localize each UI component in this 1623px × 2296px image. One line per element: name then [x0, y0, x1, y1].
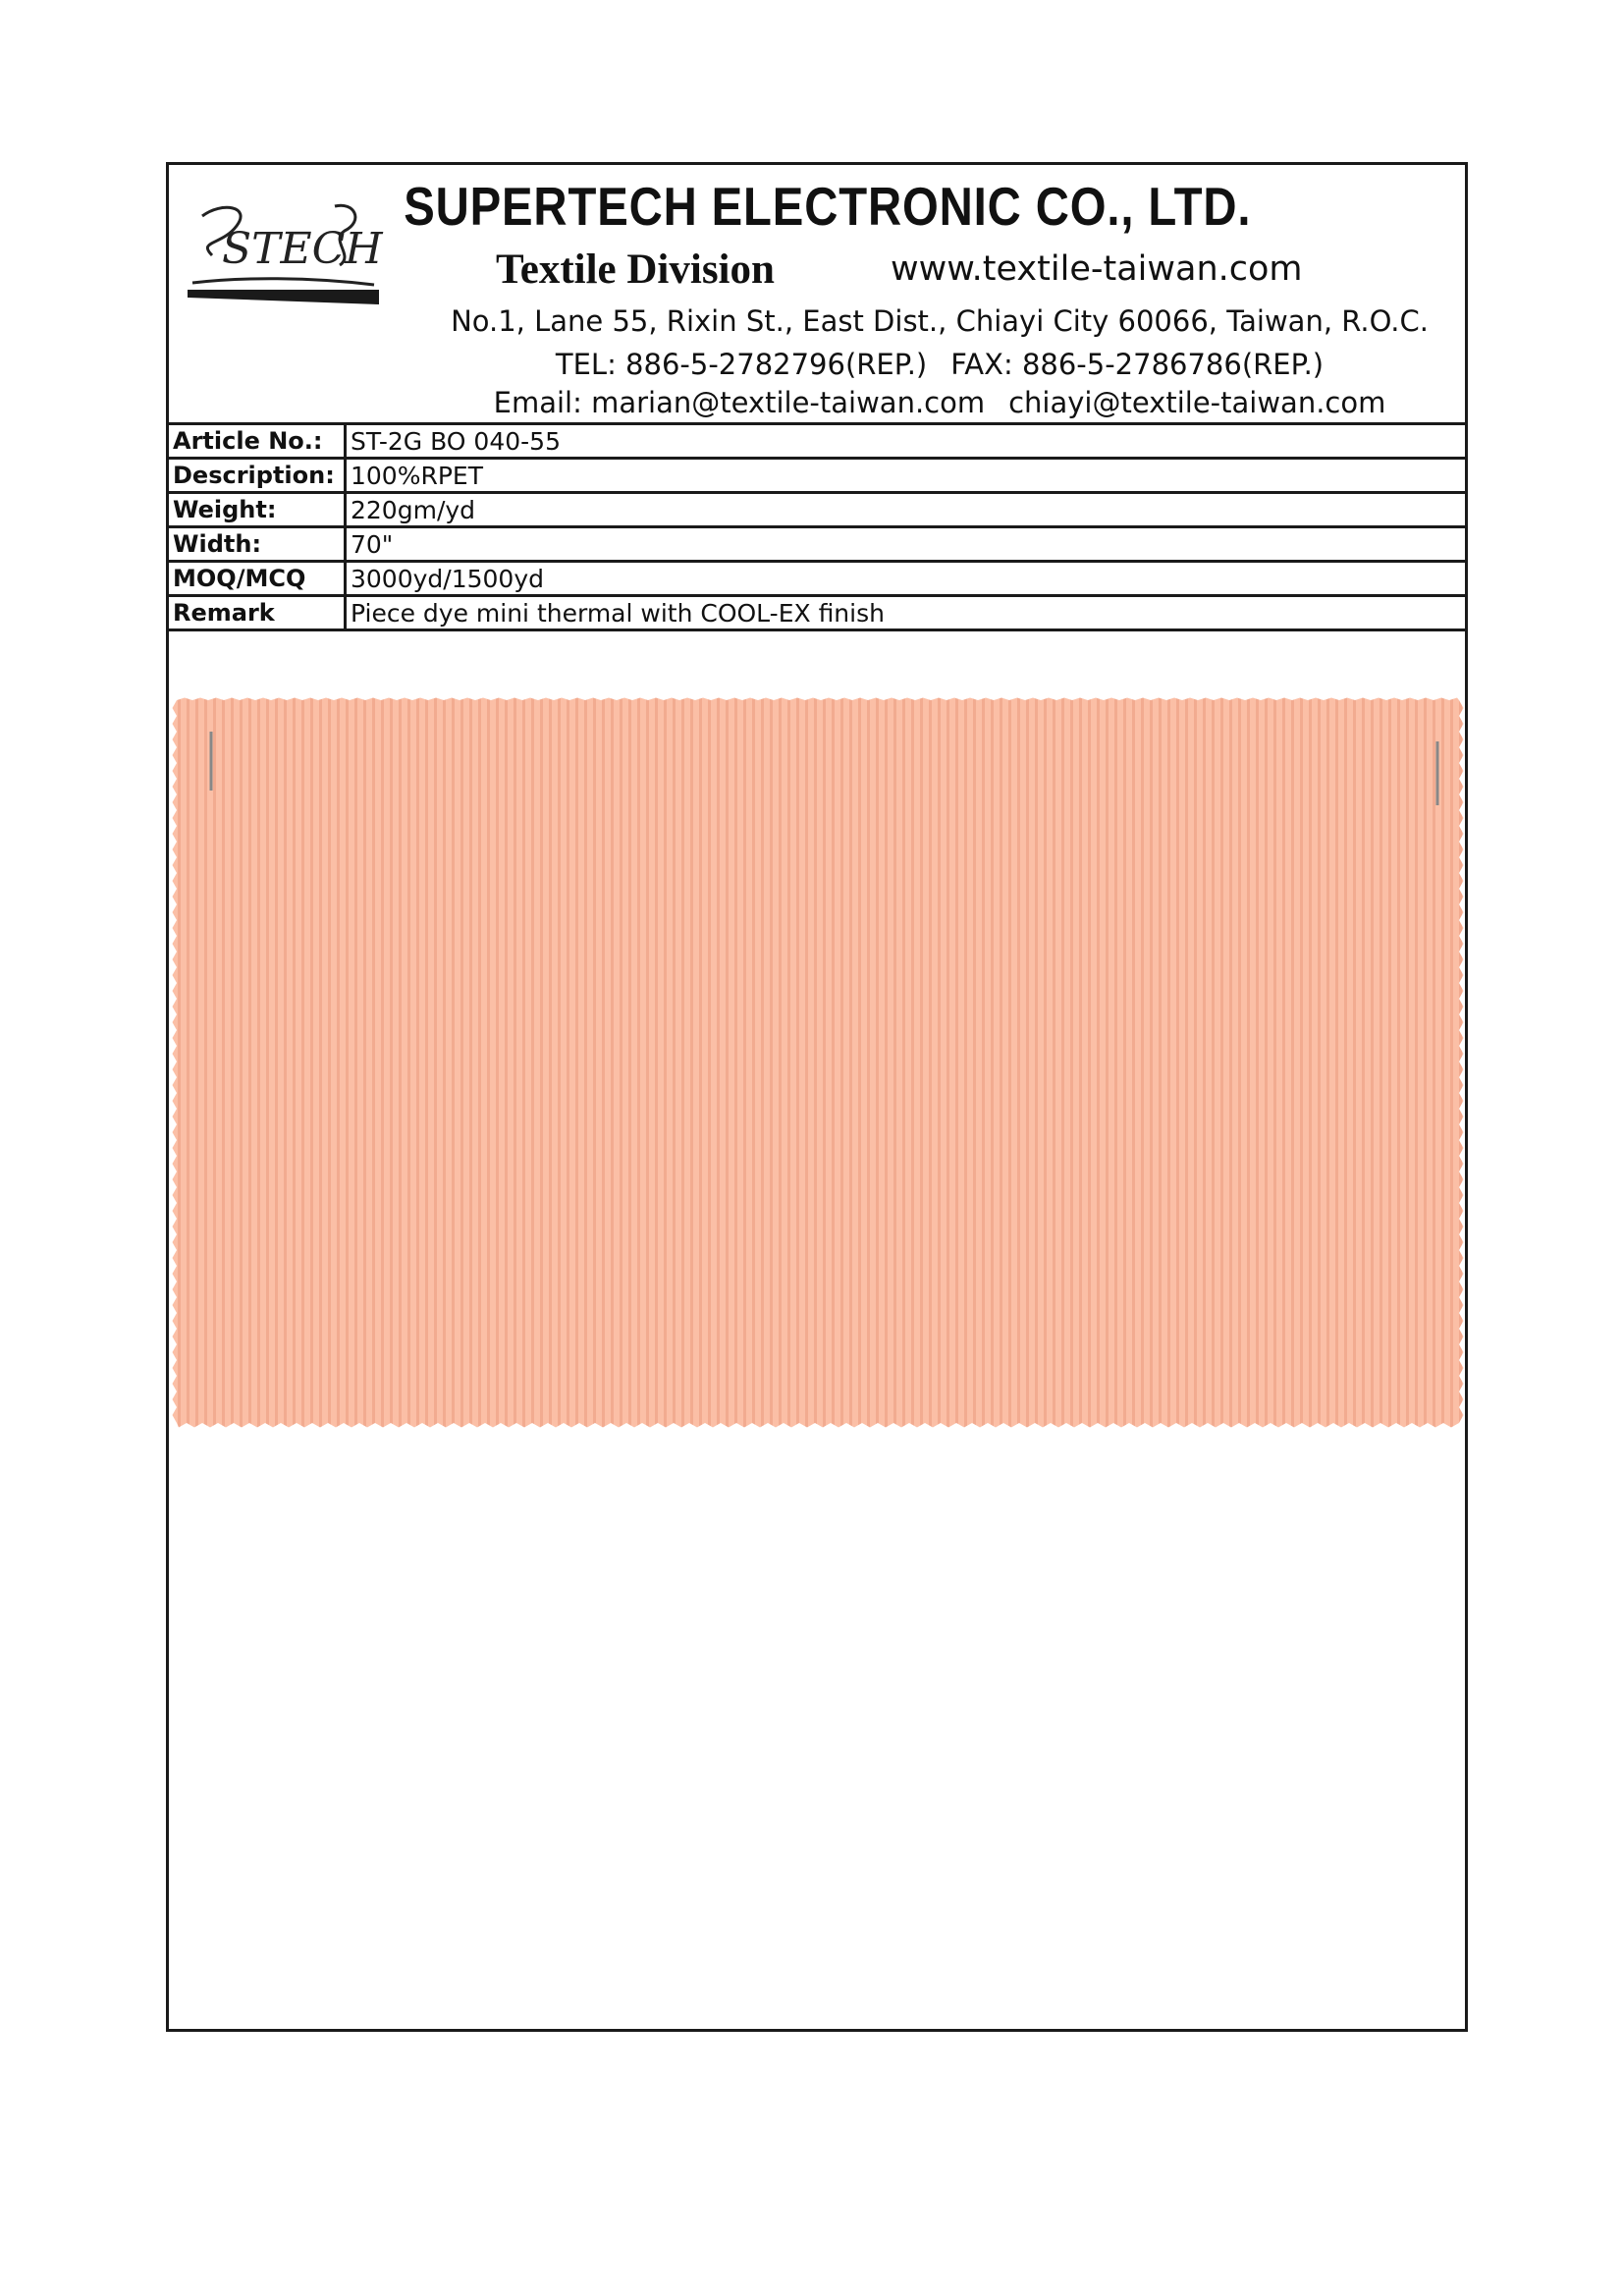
spec-value: 70": [346, 527, 1466, 562]
spec-label: Description:: [169, 459, 346, 493]
spec-row-article: [169, 424, 1465, 459]
company-logo: [183, 196, 389, 314]
spec-row-width: [169, 527, 1465, 562]
spec-value: ST-2G BO 040-55: [346, 424, 1466, 459]
fabric-swatch: [169, 692, 1467, 1431]
spec-row-moq: [169, 562, 1465, 596]
logo-text: STECH: [222, 224, 383, 274]
division-name: Textile Division: [496, 246, 775, 293]
spec-value: Piece dye mini thermal with COOL-EX finish: [346, 596, 1466, 630]
spec-table: [169, 422, 1465, 631]
fax-text: FAX: 886-5-2786786(REP.): [950, 348, 1325, 381]
website-url: www.textile-taiwan.com: [891, 249, 1303, 289]
letterhead: [169, 165, 1465, 422]
spec-label: Article No.:: [169, 424, 346, 459]
address-line: No.1, Lane 55, Rixin St., East Dist., Chiayi City 60066, Taiwan, R.O.C.: [451, 304, 1429, 338]
phone-line: [169, 348, 1465, 381]
spec-label: Weight:: [169, 493, 346, 527]
spec-row-weight: [169, 493, 1465, 527]
company-name: SUPERTECH ELECTRONIC CO., LTD.: [404, 176, 1252, 237]
spec-value: 100%RPET: [346, 459, 1466, 493]
email2-text: chiayi@textile-taiwan.com: [1008, 386, 1386, 419]
spec-row-remark: [169, 596, 1465, 630]
fabric-swatch-image: [169, 692, 1467, 1431]
spec-label: MOQ/MCQ: [169, 562, 346, 596]
email-text: Email: marian@textile-taiwan.com: [493, 386, 986, 419]
spec-value: 3000yd/1500yd: [346, 562, 1466, 596]
spec-label: Remark: [169, 596, 346, 630]
spec-label: Width:: [169, 527, 346, 562]
tel-text: TEL: 886-5-2782796(REP.): [555, 348, 928, 381]
spec-value: 220gm/yd: [346, 493, 1466, 527]
spec-row-description: [169, 459, 1465, 493]
email-line: [169, 386, 1465, 419]
